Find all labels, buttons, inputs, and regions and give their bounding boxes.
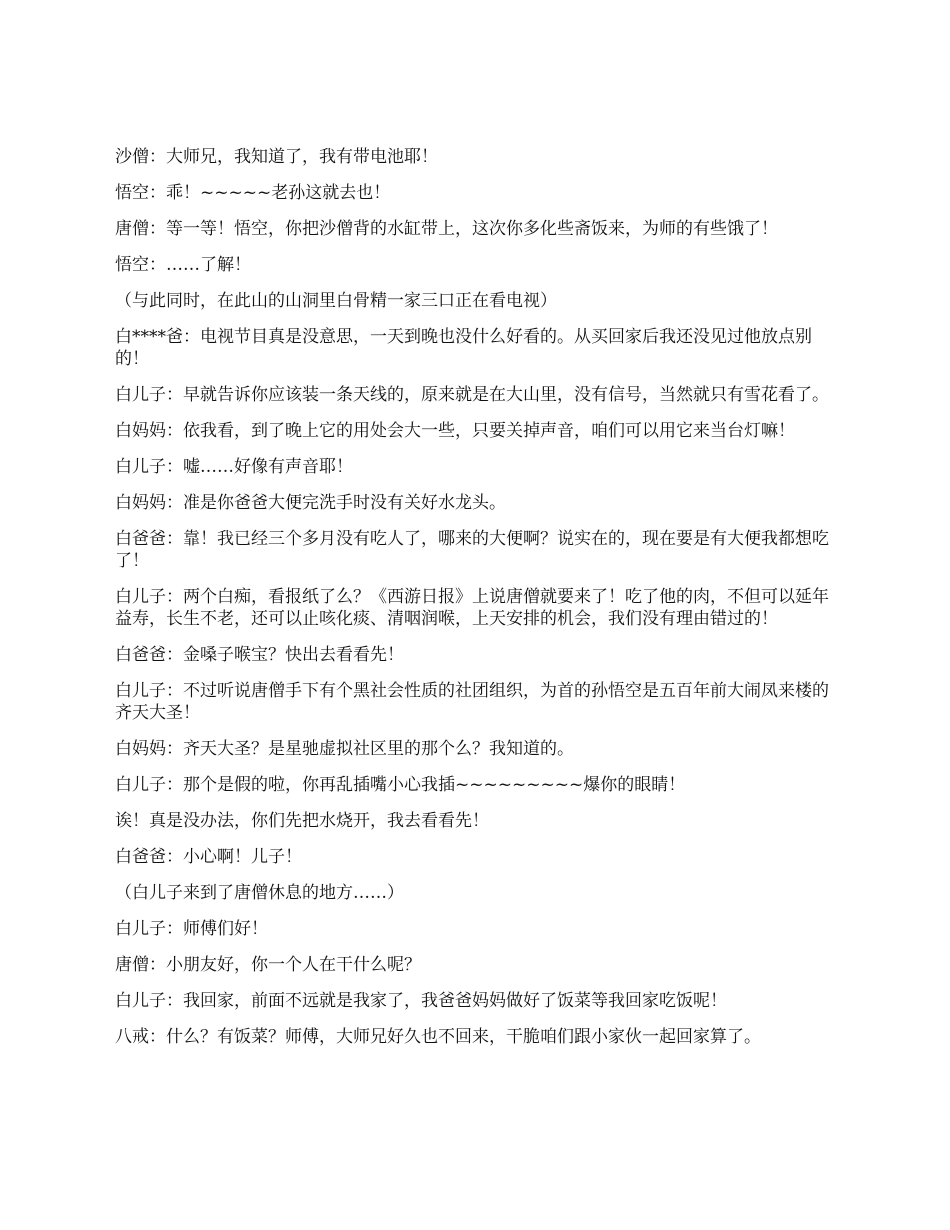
paragraph: 诶！真是没办法，你们先把水烧开，我去看看先！ [115, 811, 489, 831]
paragraph: 白儿子：两个白痴，看报纸了么？《西游日报》上说唐僧就要来了！吃了他的肉，不但可以延年益寿，长生不老，还可以止咳化痰、清咽润喉，上天安排的机会，我们没有理由错过的！ [115, 587, 829, 629]
paragraph: 八戒：什么？有饭菜？师傅，大师兄好久也不回来，干脆咱们跟小家伙一起回家算了。 [115, 1027, 761, 1047]
paragraph: 白爸爸：小心啊！儿子！ [115, 847, 302, 867]
paragraph: （与此同时，在此山的山洞里白骨精一家三口正在看电视） [115, 291, 557, 311]
document-body [115, 146, 845, 1062]
paragraph: 白妈妈：依我看，到了晚上它的用处会大一些，只要关掉声音，咱们可以用它来当台灯嘛！ [115, 421, 795, 441]
paragraph: 唐僧：小朋友好，你一个人在干什么呢？ [115, 955, 421, 975]
paragraph: 白儿子：那个是假的啦，你再乱插嘴小心我插~~~~~~~~~爆你的眼睛！ [115, 775, 686, 795]
paragraph: 白妈妈：齐天大圣？是星驰虚拟社区里的那个么？我知道的。 [115, 739, 574, 759]
paragraph: 白儿子：不过听说唐僧手下有个黑社会性质的社团组织，为首的孙悟空是五百年前大闹凤来楼的齐天大圣！ [115, 681, 829, 723]
paragraph: 白爸爸：靠！我已经三个多月没有吃人了，哪来的大便啊？说实在的，现在要是有大便我都想吃了！ [115, 529, 829, 571]
paragraph: 白儿子：嘘……好像有声音耶！ [115, 457, 353, 477]
paragraph: 白****爸：电视节目真是没意思，一天到晚也没什么好看的。从买回家后我还没见过他放点别的！ [115, 327, 812, 369]
paragraph: （白儿子来到了唐僧休息的地方……） [115, 883, 404, 903]
paragraph: 白妈妈：准是你爸爸大便完洗手时没有关好水龙头。 [115, 493, 506, 513]
paragraph: 白儿子：我回家，前面不远就是我家了，我爸爸妈妈做好了饭菜等我回家吃饭呢！ [115, 991, 727, 1011]
paragraph: 唐僧：等一等！悟空，你把沙僧背的水缸带上，这次你多化些斋饭来，为师的有些饿了！ [115, 219, 778, 239]
paragraph: 白爸爸：金嗓子喉宝？快出去看看先！ [115, 645, 404, 665]
paragraph: 沙僧：大师兄，我知道了，我有带电池耶！ [115, 147, 438, 167]
paragraph: 悟空：……了解！ [115, 255, 251, 275]
paragraph: 白儿子：早就告诉你应该装一条天线的，原来就是在大山里，没有信号，当然就只有雪花看了。 [115, 385, 829, 405]
paragraph: 白儿子：师傅们好！ [115, 919, 268, 939]
paragraph: 悟空：乖！~~~~~老孙这就去也！ [115, 183, 391, 203]
